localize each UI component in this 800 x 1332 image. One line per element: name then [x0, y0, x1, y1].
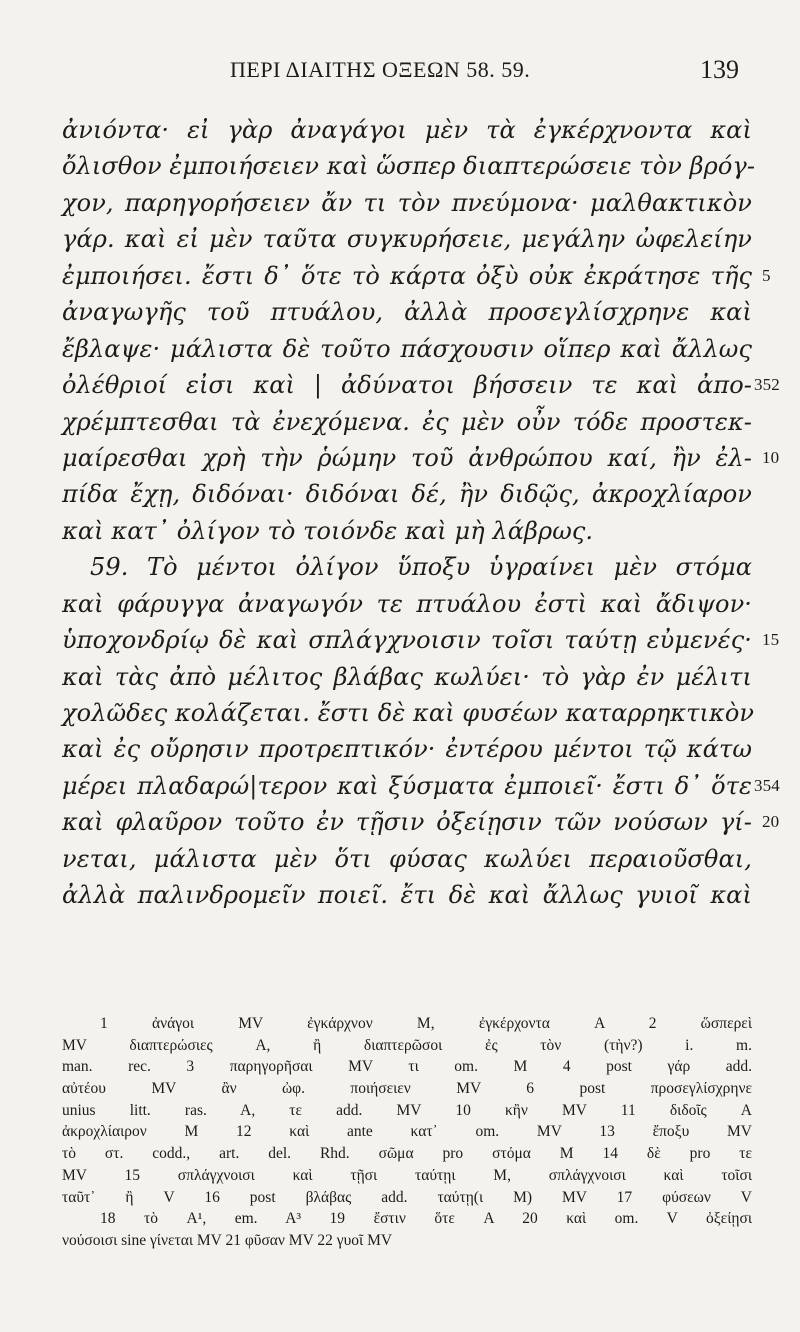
footnote-line: man. rec. 3 παρηγορῆσαι MV τι om. M 4 post γάρ add. — [62, 1058, 752, 1076]
text-line — [62, 841, 752, 877]
footnote-line: unius litt. ras. A, τε add. MV 10 κἢν MV 11 διδοῖς A — [62, 1101, 752, 1119]
text-line — [62, 476, 752, 512]
text-line — [62, 404, 752, 440]
footnote-line: νούσοισι sine γίνεται MV 21 φῦσαν MV 22 γυοῖ MV — [62, 1231, 393, 1249]
footnote-line: MV 15 σπλάγχνοισι καὶ τῇσι ταύτῃι M, σπλάγχνοισι καὶ τοῖσι — [62, 1166, 752, 1184]
text-line-content: χολῶδες κολάζεται. ἔστι δὲ καὶ φυσέων καταρρηκτικὸν — [62, 699, 755, 727]
text-line-content: γάρ. καὶ εἰ μὲν ταῦτα συγκυρήσειε, μεγάλην ὠφελείην — [62, 225, 752, 254]
text-line — [62, 731, 752, 767]
text-line — [62, 622, 780, 658]
text-line-content: ἀλλὰ παλινδρομεῖν ποιεῖ. ἔτι δὲ καὶ ἄλλως γυιοῖ καὶ — [62, 881, 752, 910]
footnote-line: ἀκροχλίαιρον M 12 καὶ ante κατ᾽ om. MV 13 ἔποξυ MV — [62, 1123, 752, 1141]
text-line-content: ἀνιόντα· εἰ γὰρ ἀναγάγοι μὲν τὰ ἐγκέρχνοντα καὶ — [62, 116, 752, 144]
line-number: 5 — [762, 265, 771, 285]
text-line-content: μαίρεσθαι χρὴ τὴν ῥώμην τοῦ ἀνθρώπου καί, ἢν ἐλ- — [62, 443, 752, 472]
line-number: 20 — [762, 812, 780, 832]
critical-apparatus — [62, 1013, 752, 1252]
text-line — [62, 877, 752, 913]
page-header — [0, 55, 800, 91]
running-title: ΠΕΡΙ ΔΙΑΙΤΗΣ ΟΞΕΩΝ 58. 59. — [230, 57, 531, 82]
text-line — [62, 367, 780, 403]
footnote-line: τὸ στ. codd., art. del. Rhd. σῶμα pro στόμα M 14 δὲ pro τε — [62, 1145, 752, 1163]
text-line-content: καὶ ἐς οὔρησιν προτρεπτικόν· ἐντέρου μέντοι τῷ κάτω — [62, 735, 752, 764]
footnote-line: αὐτέου MV ἂν ὠφ. ποιήσειεν MV 6 post προσεγλίσχρηνε — [62, 1080, 752, 1098]
text-line-content: καὶ φλαῦρον τοῦτο ἐν τῇσιν ὀξείῃσιν τῶν νούσων γί- — [62, 808, 752, 837]
text-line-content: χον, παρηγορήσειεν ἄν τι τὸν πνεύμονα· μαλθακτικὸν — [62, 188, 752, 217]
text-line-content: νεται, μάλιστα μὲν ὅτι φύσας κωλύει περαιοῦσθαι, — [62, 844, 752, 873]
text-line-content: ὑποχονδρίῳ δὲ καὶ σπλάγχνοισιν τοῖσι ταύτῃ εὐμενές· — [62, 626, 752, 655]
line-number: 354 — [754, 775, 780, 795]
text-line-content: ἐμποιήσει. ἔστι δ᾽ ὅτε τὸ κάρτα ὀξὺ οὐκ ἐκράτησε τῆς — [62, 261, 752, 290]
footnote-line: 18 τὸ A¹, em. A³ 19 ἔστιν ὅτε A 20 καὶ om. V ὀξείῃσι — [100, 1210, 752, 1228]
footnote-line: ταῦτ᾽ ἢ V 16 post βλάβας add. ταύτῃ(ι M) MV 17 φύσεων V — [62, 1188, 752, 1206]
text-line-content: χρέμπτεσθαι τὰ ἐνεχόμενα. ἐς μὲν οὖν τόδε προστεκ- — [62, 407, 752, 436]
text-line — [62, 258, 771, 294]
text-line — [62, 659, 752, 695]
text-line — [62, 440, 780, 476]
main-text — [62, 112, 780, 914]
text-line-content: ἀναγωγῆς τοῦ πτυάλου, ἀλλὰ προσεγλίσχρηνε καὶ — [62, 298, 752, 327]
page-number: 139 — [700, 55, 739, 84]
text-line-content: καὶ κατ᾽ ὀλίγον τὸ τοιόνδε καὶ μὴ λάβρως. — [62, 516, 594, 545]
text-line-content: πίδα ἔχῃ, διδόναι· διδόναι δέ, ἢν διδῷς, ἀκροχλίαρον — [62, 480, 752, 509]
text-line — [62, 804, 780, 840]
text-line-content: ὄλισθον ἐμποιήσειεν καὶ ὥσπερ διαπτερώσειε τὸν βρόγ- — [62, 152, 756, 181]
text-line — [62, 294, 752, 330]
text-line — [62, 695, 755, 731]
text-line — [62, 586, 752, 622]
text-line-content: καὶ τὰς ἀπὸ μέλιτος βλάβας κωλύει· τὸ γὰρ ἐν μέλιτι — [62, 662, 752, 691]
text-line — [62, 768, 780, 804]
text-line — [62, 185, 752, 221]
text-line-content: μέρει πλαδαρώ|τερον καὶ ξύσματα ἐμποιεῖ· ἔστι δ᾽ ὅτε — [62, 771, 752, 800]
text-line — [62, 549, 752, 585]
text-line-content: ὀλέθριοί εἰσι καὶ | ἀδύνατοι βήσσειν τε καὶ ἀπο- — [62, 371, 752, 400]
text-line — [62, 148, 756, 184]
line-number: 10 — [762, 447, 780, 467]
text-line-content: καὶ φάρυγγα ἀναγωγόν τε πτυάλου ἐστὶ καὶ ἄδιψον· — [62, 589, 752, 618]
footnote-line: 1 ἀνάγοι MV ἐγκάρχνον M, ἐγκέρχοντα A 2 ὥσπερεὶ — [100, 1015, 752, 1032]
line-number: 15 — [762, 630, 780, 650]
text-line — [62, 331, 752, 367]
line-number: 352 — [754, 375, 780, 395]
text-line — [62, 112, 752, 148]
text-line-content: 59. Τὸ μέντοι ὀλίγον ὕποξυ ὑγραίνει μὲν στόμα — [90, 553, 752, 582]
text-line-content: ἔβλαψε· μάλιστα δὲ τοῦτο πάσχουσιν οἵπερ καὶ ἄλλως — [62, 334, 752, 363]
footnote-line: MV διαπτερώσιες A, ἢ διαπτερῶσοι ἐς τὸν (τὴν?) i. m. — [62, 1036, 752, 1054]
text-line — [62, 221, 752, 257]
text-line — [62, 513, 752, 549]
